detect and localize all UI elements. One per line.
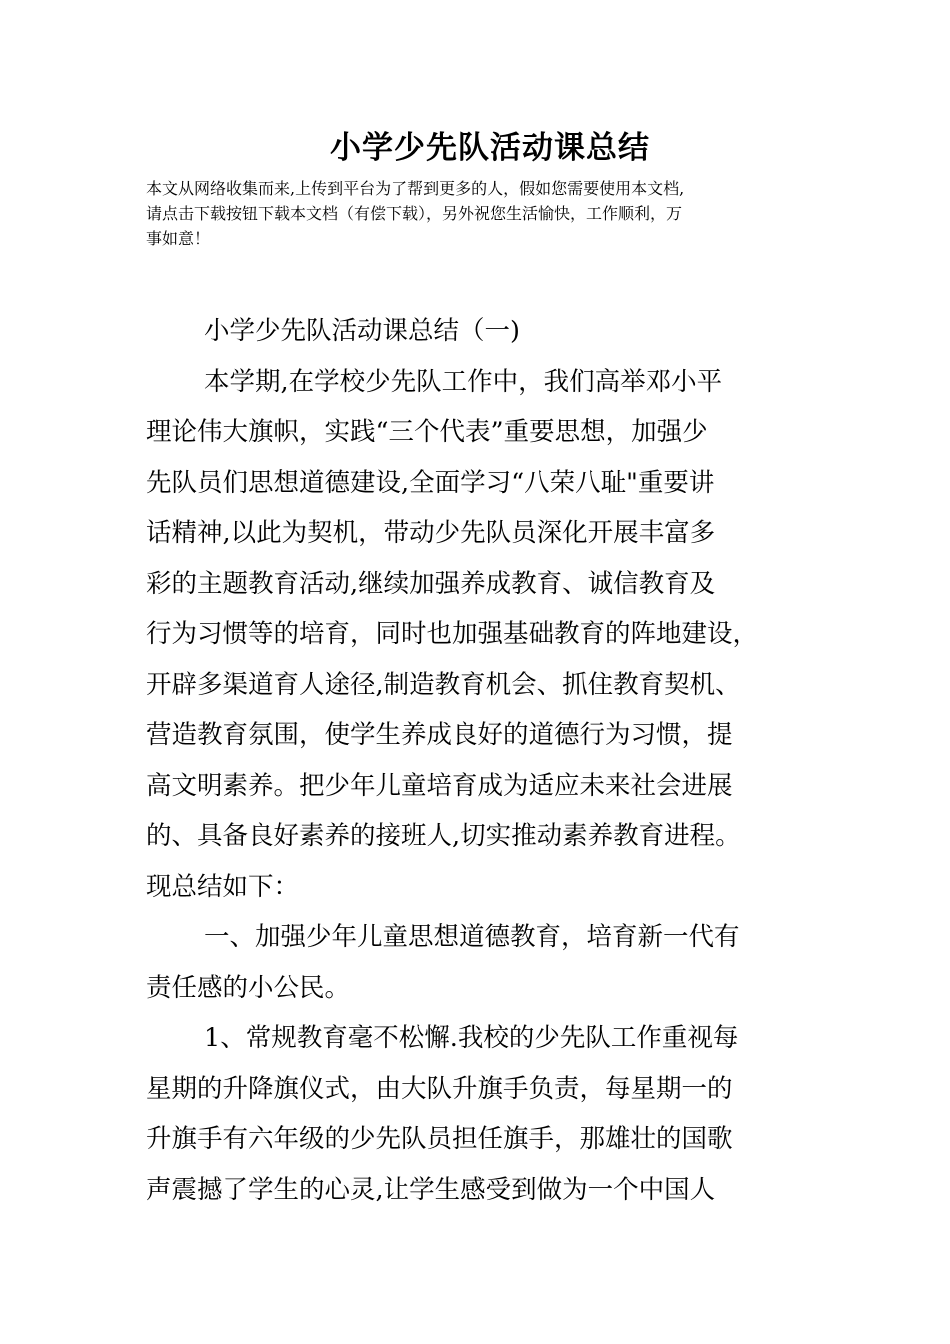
paragraph-line: 现总结如下：	[146, 871, 300, 902]
paragraph-line: 1、常规教育毫不松懈.我校的少先队工作重视每	[204, 1023, 739, 1053]
paragraph-line: 高文明素养。把少年儿童培育成为适应未来社会进展	[146, 770, 733, 801]
paragraph-line: 先队员们思想道德建设,全面学习“八荣八耻"重要讲	[146, 467, 715, 498]
notice-line: 本文从网络收集而来,上传到平台为了帮到更多的人，假如您需要使用本文档,	[146, 179, 685, 198]
paragraph-line: 一、加强少年儿童思想道德教育，培育新一代有	[204, 922, 740, 952]
document-body	[146, 306, 826, 1215]
paragraph-line: 理论伟大旗帜，实践“三个代表”重要思想，加强少	[146, 417, 708, 447]
notice-line: 事如意！	[146, 229, 211, 248]
paragraph-line: 声震撼了学生的心灵,让学生感受到做为一个中国人	[146, 1174, 716, 1205]
paragraph-line: 营造教育氛围，使学生养成良好的道德行为习惯，提	[146, 720, 733, 750]
paragraph-line: 行为习惯等的培育，同时也加强基础教育的阵地建设，	[146, 619, 759, 649]
paragraph-line: 话精神,以此为契机，带动少先队员深化开展丰富多	[146, 518, 716, 548]
paragraph-line: 开辟多渠道育人途径,制造教育机会、抓住教育契机、	[146, 669, 741, 700]
paragraph-line: 的、具备良好素养的接班人,切实推动素养教育进程。	[146, 821, 741, 851]
paragraph-line: 升旗手有六年级的少先队员担任旗手，那雄壮的国歌	[146, 1124, 733, 1154]
paragraph-line: 星期的升降旗仪式，由大队升旗手负责，每星期一的	[146, 1073, 733, 1104]
document-title: 小学少先队活动课总结	[330, 130, 650, 166]
paragraph-line: 彩的主题教育活动,继续加强养成教育、诚信教育及	[146, 568, 716, 599]
notice-line: 请点击下载按钮下载本文档（有偿下载），另外祝您生活愉快，工作顺利，万	[146, 204, 683, 223]
download-notice	[146, 176, 816, 251]
section-heading: 小学少先队活动课总结（一)	[204, 316, 520, 346]
paragraph-line: 责任感的小公民。	[146, 972, 351, 1003]
paragraph-line: 本学期,在学校少先队工作中，我们高举邓小平	[204, 366, 723, 397]
